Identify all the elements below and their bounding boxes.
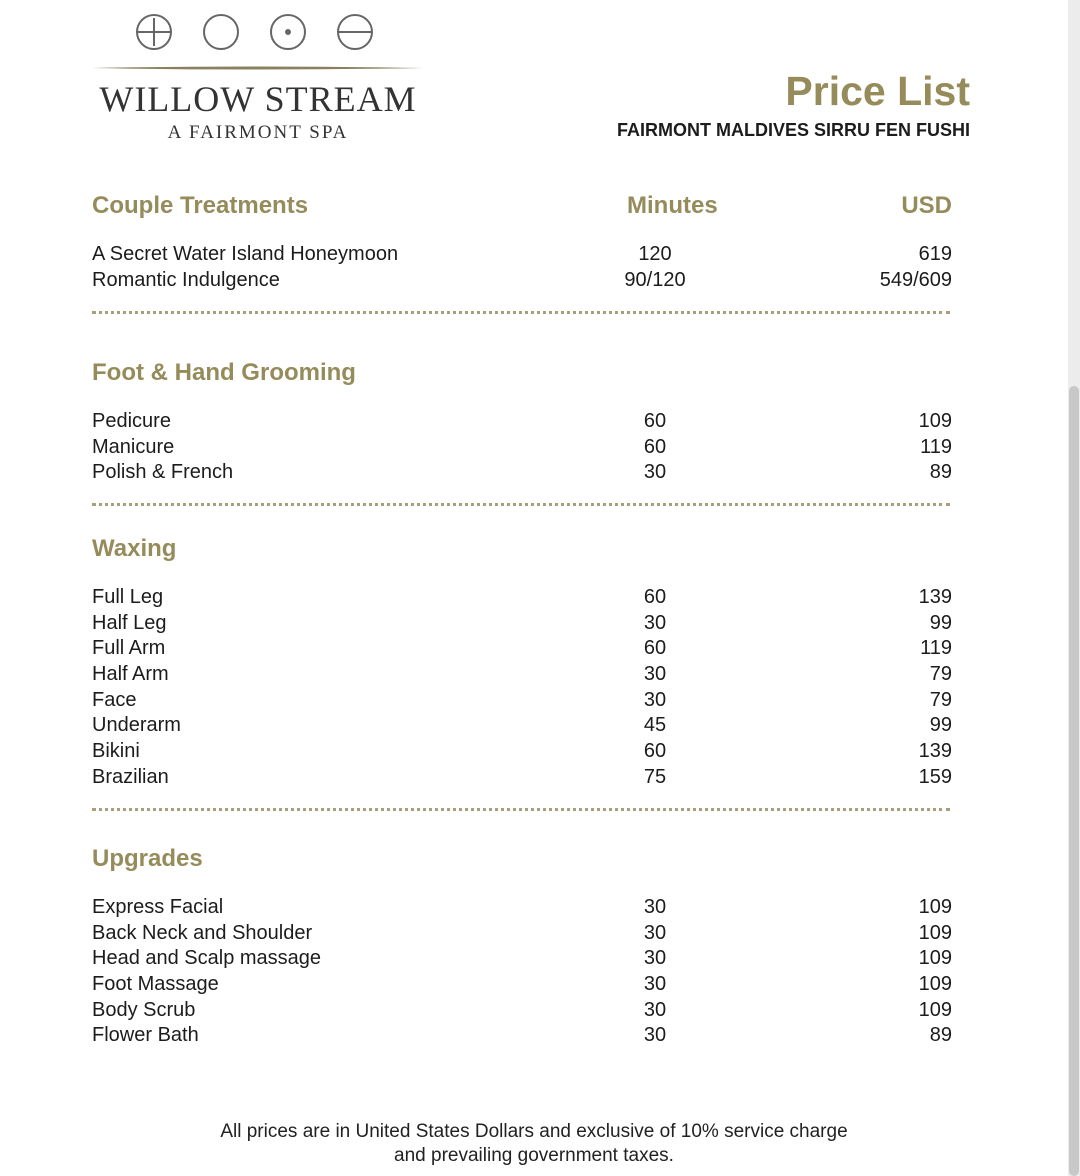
section-divider <box>92 503 950 506</box>
section-title: Waxing <box>92 535 177 562</box>
treatment-price: 89 <box>929 461 952 484</box>
pricing-footnote <box>0 1120 1068 1168</box>
treatment-price: 109 <box>918 973 952 996</box>
treatment-minutes: 30 <box>643 461 667 484</box>
treatment-name: Brazilian <box>92 765 169 788</box>
treatment-price: 79 <box>929 663 952 686</box>
treatment-name: Half Arm <box>92 663 169 686</box>
price-row <box>92 688 952 714</box>
treatment-minutes: 120 <box>638 243 672 265</box>
price-row <box>92 895 952 921</box>
section-divider <box>92 808 950 811</box>
scrollbar-thumb[interactable] <box>1069 386 1079 1176</box>
treatment-price: 619 <box>918 243 952 265</box>
price-row <box>92 739 952 765</box>
price-row <box>92 921 952 947</box>
treatment-name: Manicure <box>92 435 175 458</box>
treatment-name: Body Scrub <box>92 998 196 1021</box>
treatment-name: Romantic Indulgence <box>92 268 280 291</box>
treatment-name: Underarm <box>92 714 181 737</box>
page-title: Price List <box>785 68 970 114</box>
price-row <box>92 972 952 998</box>
treatment-name: Polish & French <box>92 461 234 484</box>
price-row <box>92 611 952 637</box>
section-header <box>92 535 952 565</box>
treatment-price: 119 <box>920 435 952 458</box>
treatment-minutes: 30 <box>643 611 667 634</box>
price-row <box>92 1023 952 1049</box>
section-title: Foot & Hand Grooming <box>92 359 356 386</box>
brand-tagline: A FAIRMONT SPA <box>167 122 349 143</box>
treatment-minutes: 30 <box>643 998 667 1021</box>
section-upgrades <box>92 845 952 1049</box>
brand-name: WILLOW STREAM <box>99 79 417 119</box>
treatment-price: 89 <box>929 1024 952 1047</box>
treatment-price: 109 <box>918 896 952 918</box>
price-row <box>92 946 952 972</box>
empty-circle-icon <box>204 15 238 49</box>
treatment-minutes: 60 <box>643 435 667 458</box>
section-header <box>92 359 952 389</box>
price-row <box>92 765 952 791</box>
section-title: Upgrades <box>92 845 203 872</box>
treatment-name: A Secret Water Island Honeymoon <box>92 243 399 265</box>
footnote-line-2: and prevailing government taxes. <box>394 1145 674 1166</box>
treatment-name: Flower Bath <box>92 1024 199 1047</box>
treatment-minutes: 90/120 <box>624 268 686 291</box>
plus-circle-icon <box>137 15 171 49</box>
price-row <box>92 662 952 688</box>
price-row <box>92 636 952 662</box>
treatment-price: 139 <box>918 740 952 763</box>
treatment-minutes: 30 <box>643 973 667 996</box>
logo-rule <box>92 66 424 70</box>
section-couple-treatments <box>92 192 952 293</box>
treatment-minutes: 30 <box>643 688 667 711</box>
treatment-minutes: 60 <box>643 586 667 608</box>
treatment-name: Half Leg <box>92 611 167 634</box>
treatment-price: 119 <box>920 637 952 660</box>
price-row <box>92 460 952 486</box>
price-row <box>92 435 952 461</box>
column-header-usd: USD <box>901 192 952 219</box>
section-header <box>92 845 952 875</box>
treatment-minutes: 60 <box>643 410 667 432</box>
price-row <box>92 242 952 268</box>
treatment-name: Express Facial <box>92 896 224 918</box>
column-header-minutes: Minutes <box>627 192 718 219</box>
treatment-minutes: 30 <box>643 921 667 944</box>
section-divider <box>92 311 950 314</box>
treatment-price: 79 <box>929 688 952 711</box>
footnote-line-1: All prices are in United States Dollars and exclusive of 10% service charge <box>220 1121 848 1142</box>
treatment-minutes: 30 <box>643 1024 667 1047</box>
section-title: Couple Treatments <box>92 192 309 219</box>
logo-symbols <box>132 8 392 56</box>
section-header <box>92 192 952 222</box>
treatment-price: 549/609 <box>879 268 952 291</box>
treatment-price: 159 <box>918 765 952 788</box>
treatment-minutes: 30 <box>643 947 667 970</box>
treatment-price: 109 <box>918 998 952 1021</box>
dot-circle-icon <box>271 15 305 49</box>
treatment-minutes: 30 <box>643 663 667 686</box>
treatment-name: Face <box>92 688 137 711</box>
page-subtitle: FAIRMONT MALDIVES SIRRU FEN FUSHI <box>616 120 970 140</box>
treatment-minutes: 60 <box>643 637 667 660</box>
price-row <box>92 585 952 611</box>
treatment-price: 109 <box>918 947 952 970</box>
price-row <box>92 998 952 1024</box>
brand-logo <box>92 8 424 148</box>
price-row <box>92 713 952 739</box>
treatment-name: Foot Massage <box>92 973 219 996</box>
treatment-name: Bikini <box>92 740 140 763</box>
treatment-price: 109 <box>918 410 952 432</box>
treatment-name: Full Arm <box>92 637 166 660</box>
treatment-minutes: 60 <box>643 740 667 763</box>
price-row <box>92 268 952 294</box>
treatment-minutes: 30 <box>643 896 667 918</box>
treatment-name: Back Neck and Shoulder <box>92 921 313 944</box>
half-circle-icon <box>338 15 372 49</box>
treatment-price: 109 <box>918 921 952 944</box>
section-waxing <box>92 535 952 791</box>
treatment-price: 99 <box>929 714 952 737</box>
treatment-minutes: 45 <box>643 714 667 737</box>
treatment-price: 99 <box>929 611 952 634</box>
price-row <box>92 409 952 435</box>
treatment-price: 139 <box>918 586 952 608</box>
treatment-minutes: 75 <box>643 765 667 788</box>
treatment-name: Pedicure <box>92 410 171 432</box>
treatment-name: Head and Scalp massage <box>92 947 322 970</box>
section-foot-hand-grooming <box>92 359 952 486</box>
treatment-name: Full Leg <box>92 586 164 608</box>
